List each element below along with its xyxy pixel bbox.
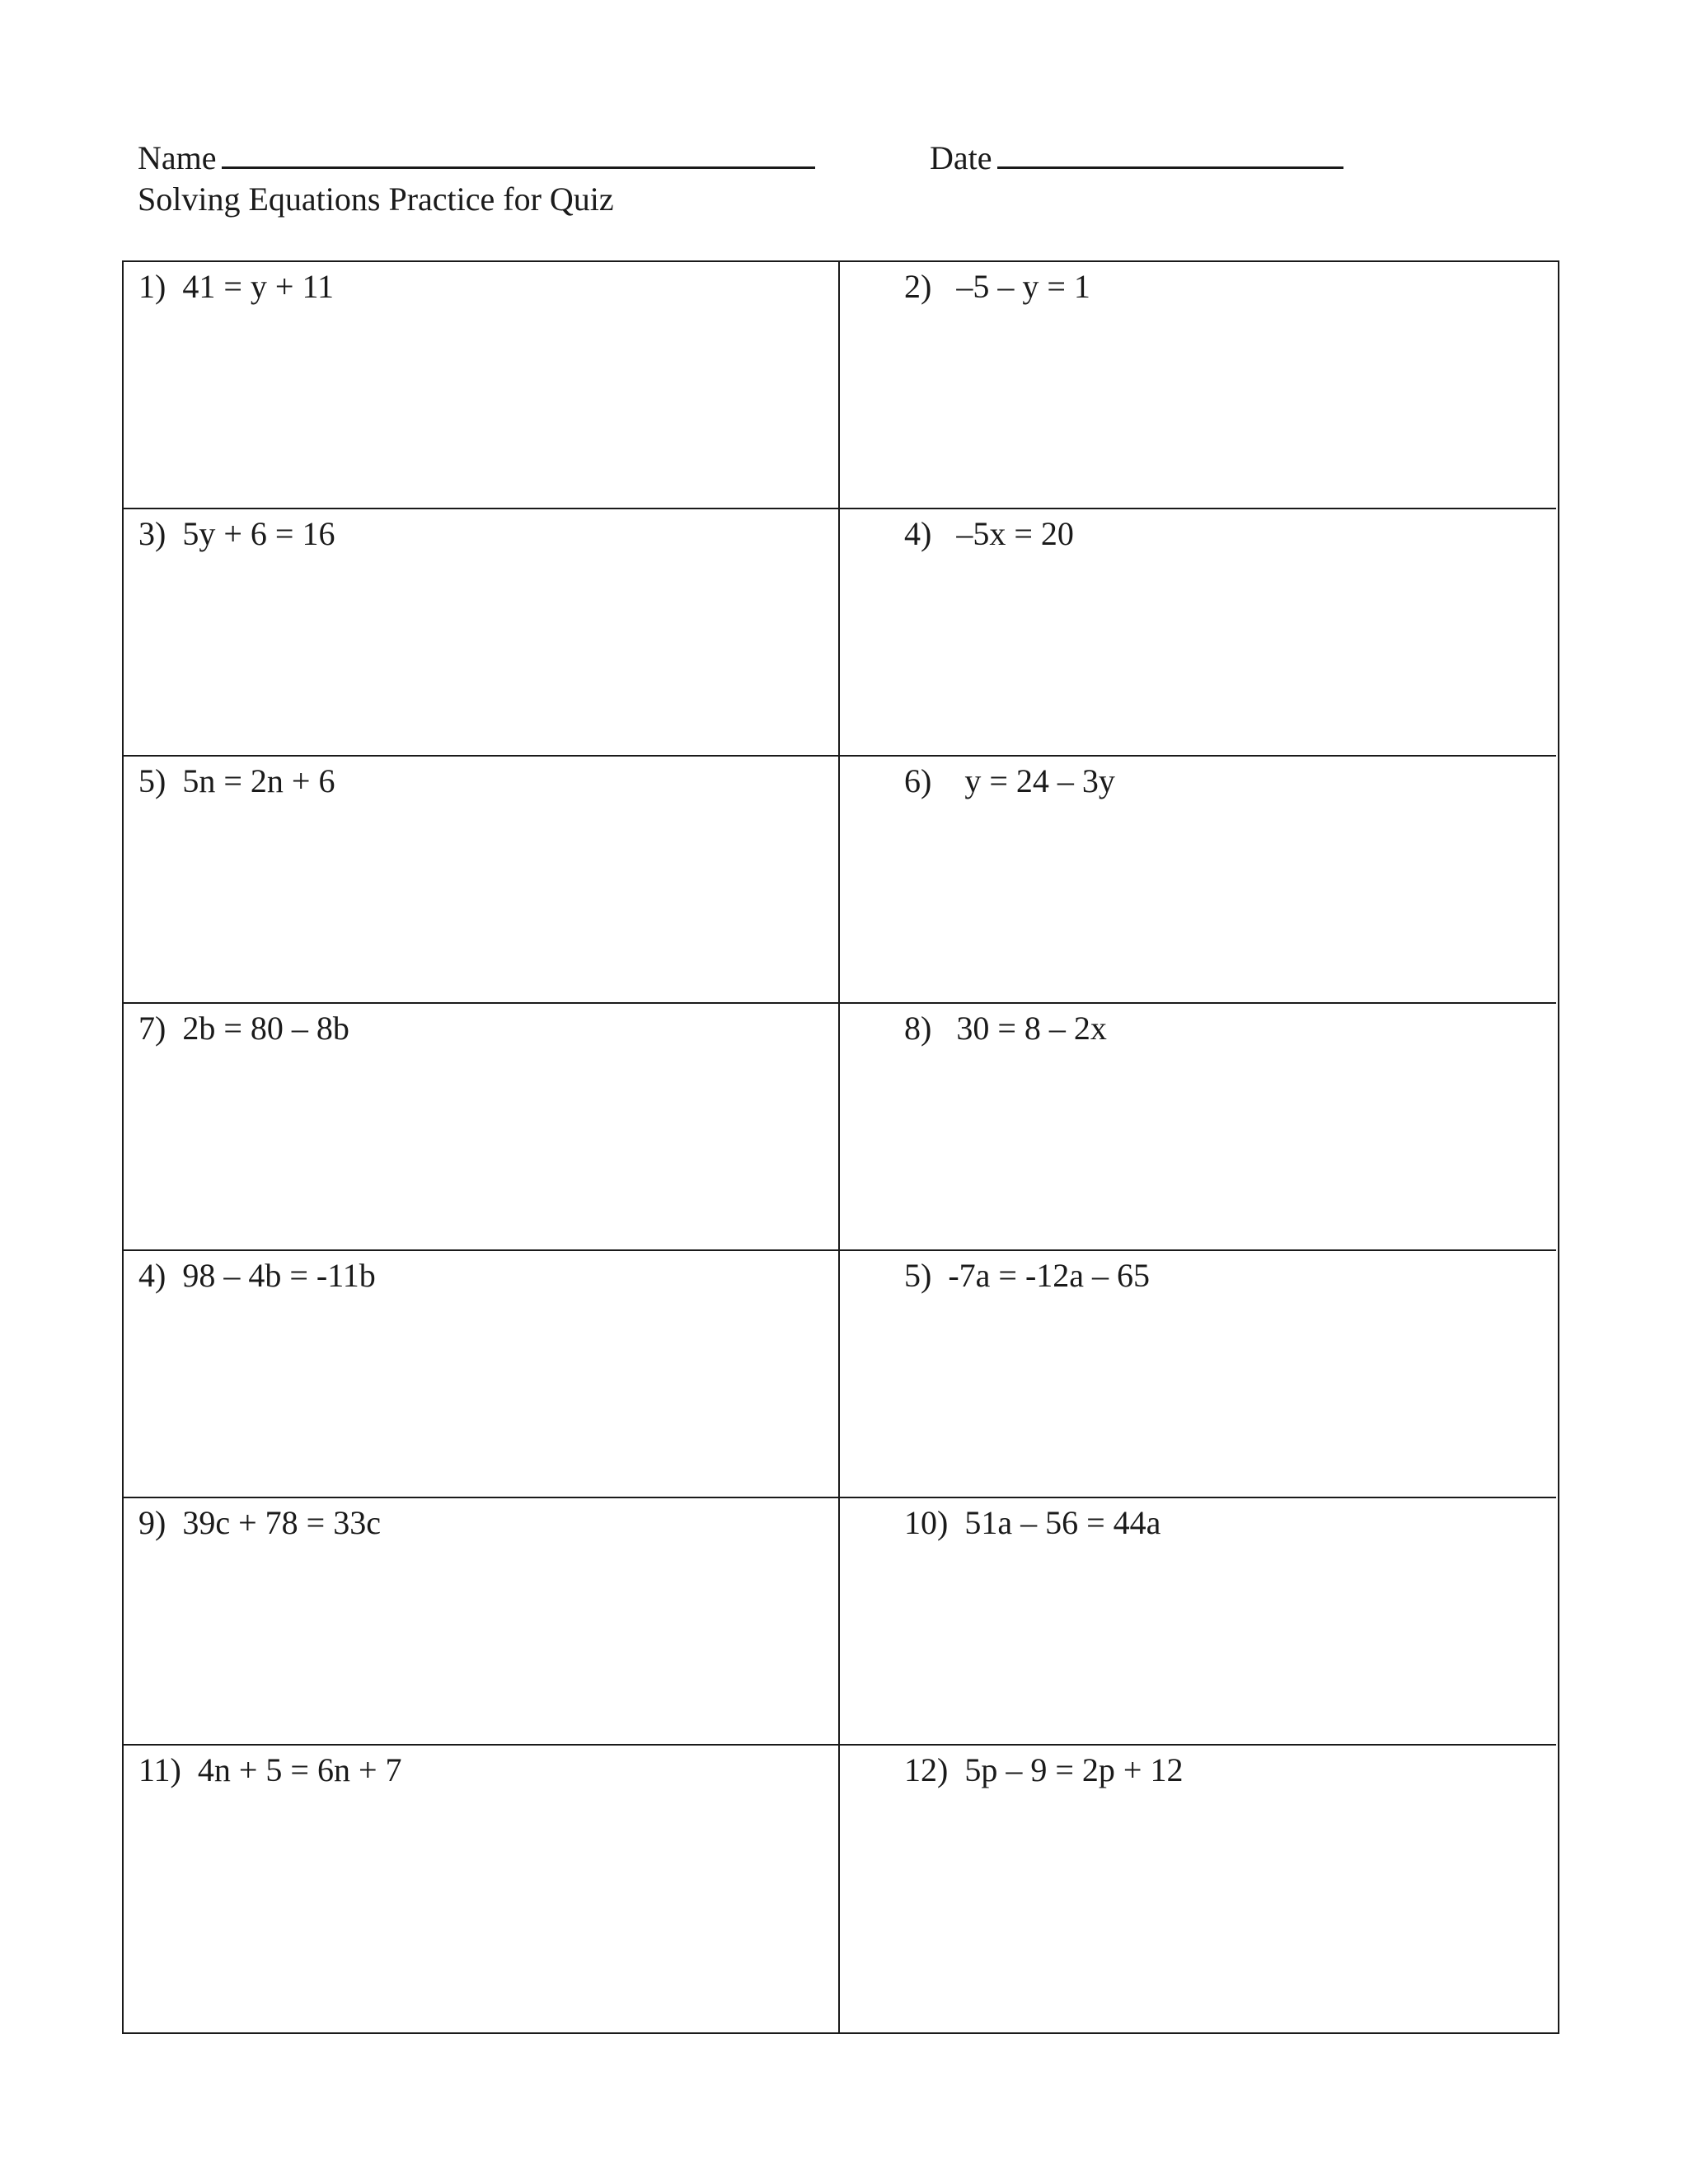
problem-text: 10) 51a – 56 = 44a <box>904 1504 1161 1541</box>
problem-text: 11) 4n + 5 = 6n + 7 <box>138 1751 402 1788</box>
problem-text: 2) –5 – y = 1 <box>904 268 1090 305</box>
problem-cell <box>840 1498 1556 1746</box>
problem-text: 8) 30 = 8 – 2x <box>904 1010 1107 1047</box>
name-blank-line[interactable] <box>222 138 815 169</box>
problem-text: 3) 5y + 6 = 16 <box>138 515 335 552</box>
problem-cell <box>840 262 1556 509</box>
problem-cell <box>840 509 1556 757</box>
name-label: Name <box>138 139 217 176</box>
problem-cell <box>124 509 840 757</box>
problem-text: 5) -7a = -12a – 65 <box>904 1257 1151 1294</box>
problem-cell <box>124 757 840 1004</box>
problem-grid <box>122 260 1559 2034</box>
problem-text: 1) 41 = y + 11 <box>138 268 334 305</box>
problem-text: 7) 2b = 80 – 8b <box>138 1010 349 1047</box>
problem-text: 9) 39c + 78 = 33c <box>138 1504 381 1541</box>
problem-text: 4) 98 – 4b = -11b <box>138 1257 376 1294</box>
date-label: Date <box>930 139 992 176</box>
date-blank-line[interactable] <box>997 138 1343 169</box>
problem-cell <box>124 1746 840 2032</box>
problem-text: 4) –5x = 20 <box>904 515 1074 552</box>
problem-cell <box>124 1498 840 1746</box>
problem-text: 5) 5n = 2n + 6 <box>138 762 335 799</box>
name-row <box>138 138 815 178</box>
worksheet-title: Solving Equations Practice for Quiz <box>138 180 614 218</box>
problem-cell <box>840 1251 1556 1498</box>
problem-cell <box>124 1004 840 1251</box>
problem-cell <box>124 262 840 509</box>
problem-text: 6) y = 24 – 3y <box>904 762 1115 799</box>
problem-text: 12) 5p – 9 = 2p + 12 <box>904 1751 1184 1788</box>
problem-cell <box>840 757 1556 1004</box>
problem-cell <box>840 1004 1556 1251</box>
problem-cell <box>840 1746 1556 2032</box>
date-row <box>930 138 1343 178</box>
problem-cell <box>124 1251 840 1498</box>
